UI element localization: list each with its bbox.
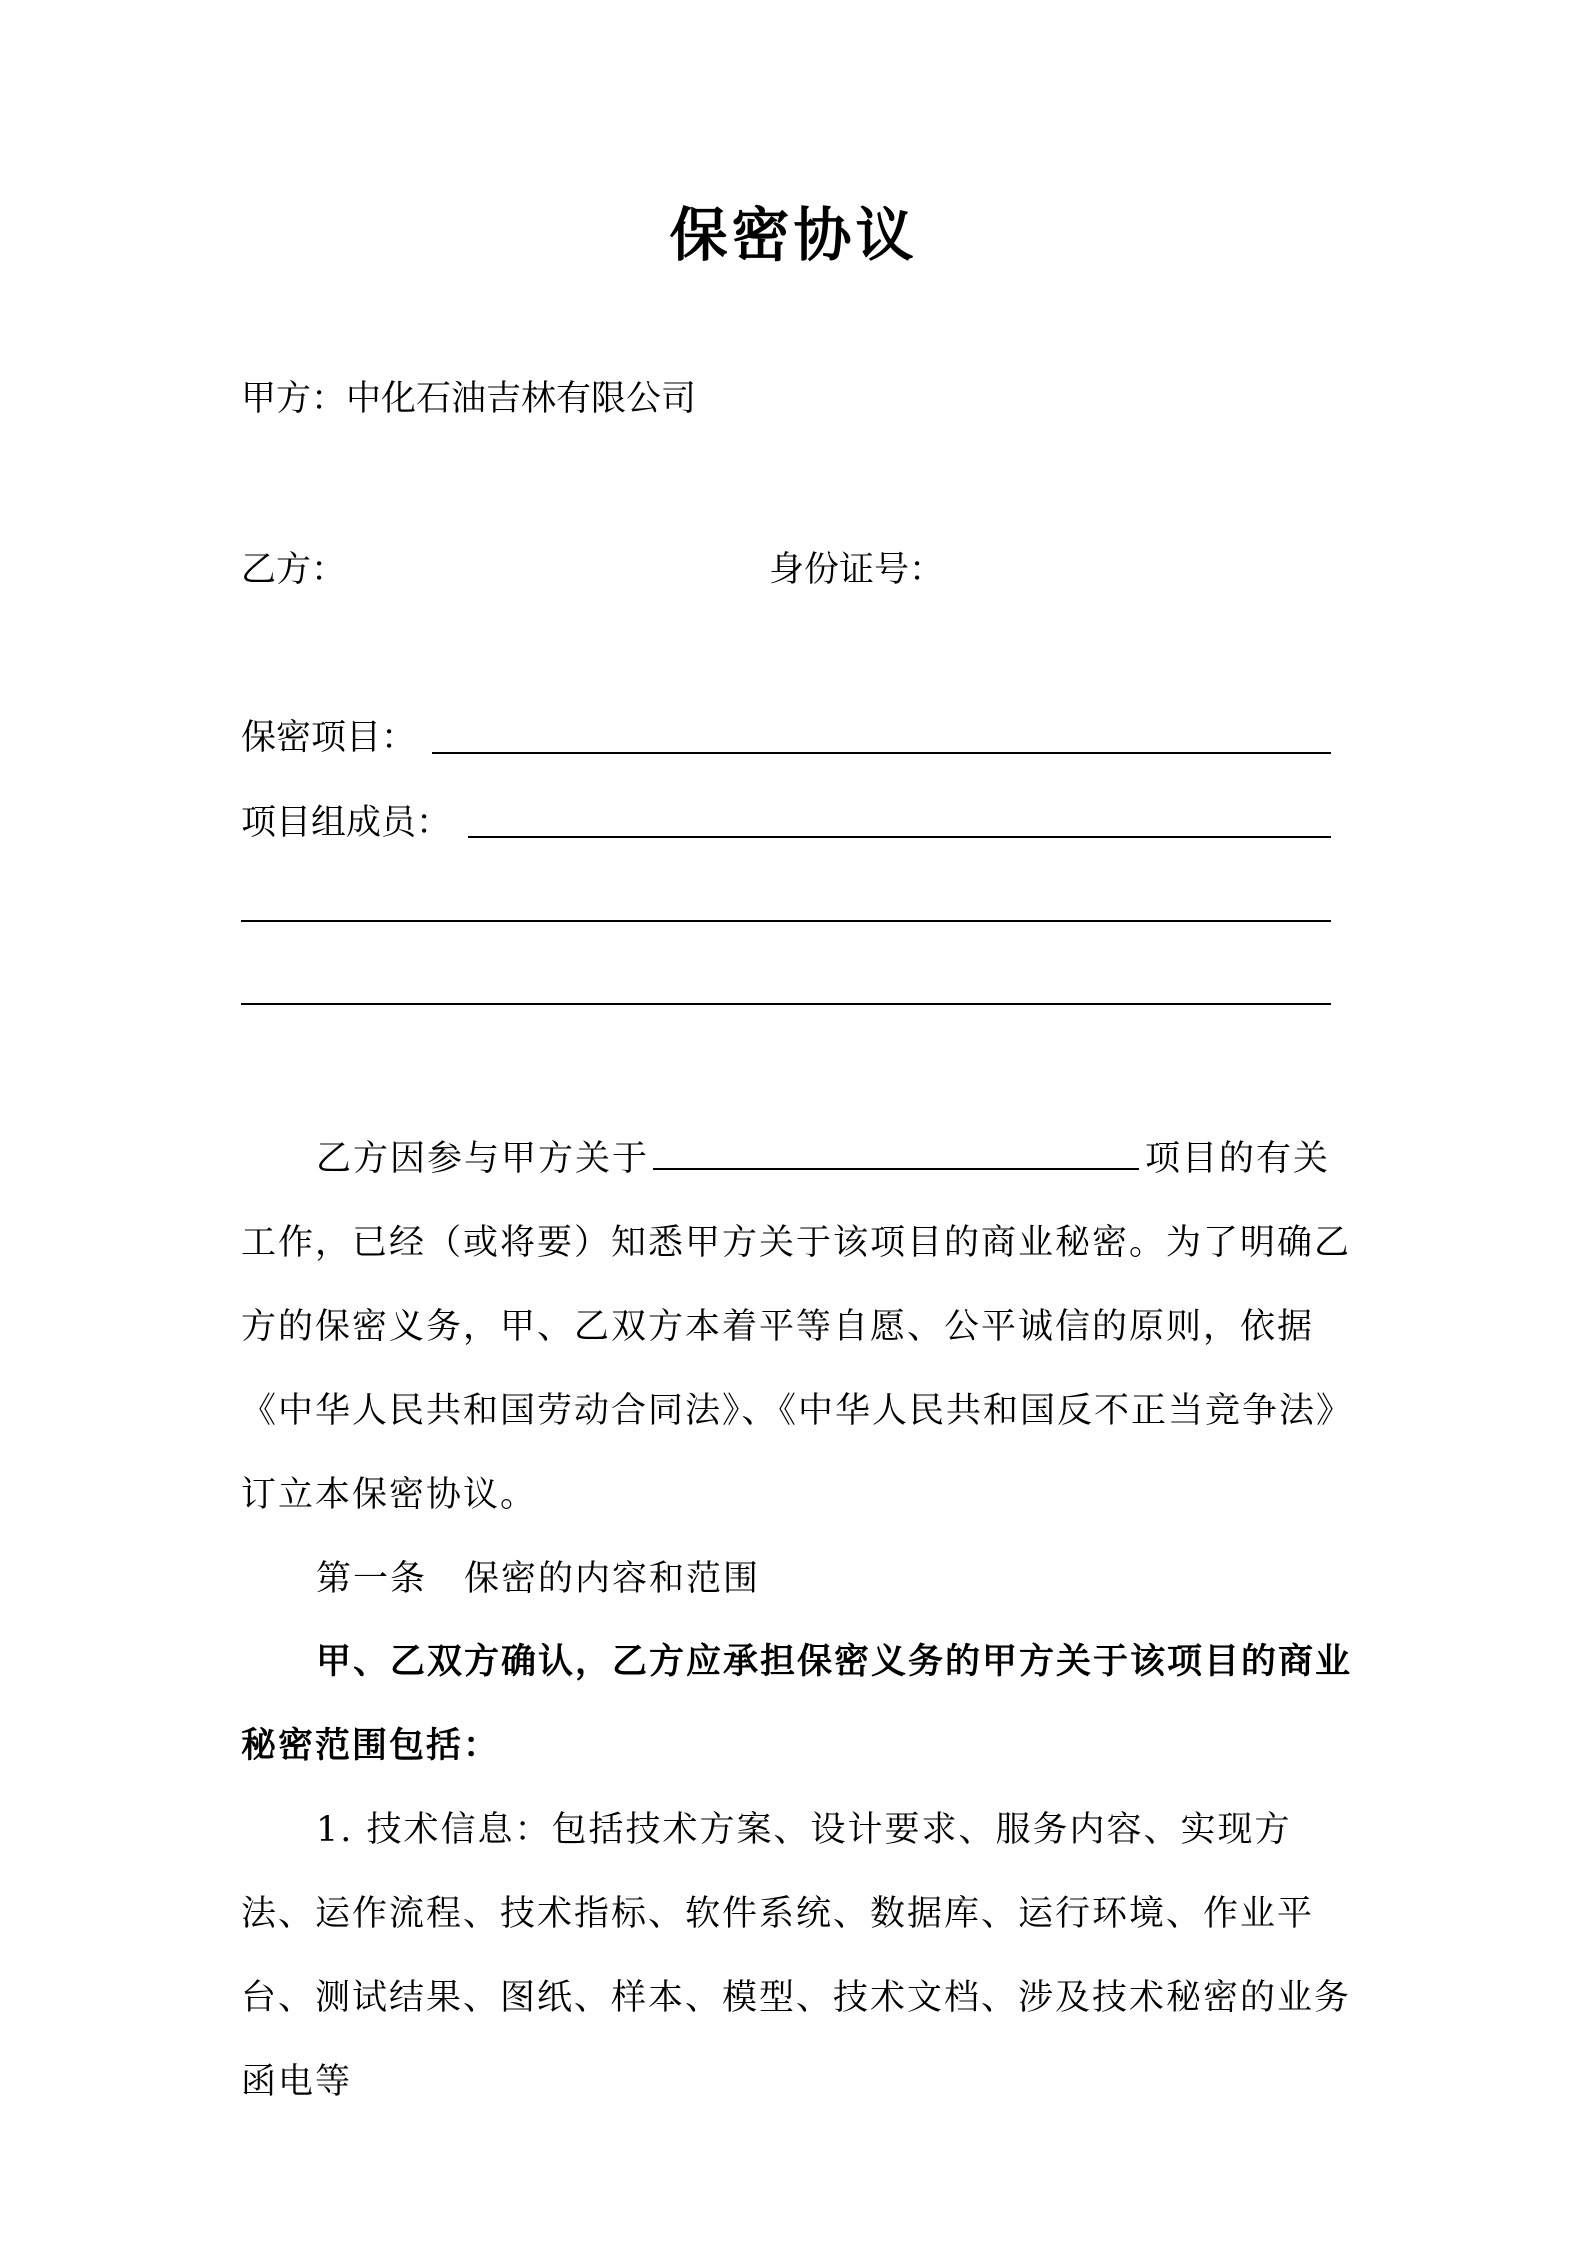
article-1-scope-paragraph (241, 1620, 1356, 1788)
intro-text-start: 乙方因参与甲方关于 (316, 1139, 650, 1179)
project-name-blank (653, 1132, 1139, 1170)
technical-info-text: 1. 技术信息：包括技术方案、设计要求、服务内容、实现方法、运作流程、技术指标、软件系统、数据库、运行环境、作业平台、测试结果、图纸、样本、模型、技术文档、涉及技术秘密的业务函电等 (241, 1810, 1352, 2102)
article-1-scope-text: 甲、乙双方确认，乙方应承担保密义务的甲方关于该项目的商业秘密范围包括： (241, 1641, 1353, 1766)
document-title: 保密协议 (669, 201, 918, 269)
article-1-heading-text: 第一条 保密的内容和范围 (316, 1559, 761, 1599)
intro-paragraph (241, 1117, 1356, 1537)
id-number-label: 身份证号： (769, 550, 945, 590)
intro-text-rest: 项目的有关工作，已经（或将要）知悉甲方关于该项目的商业秘密。为了明确乙方的保密义务，甲、乙双方本着平等自愿、公平诚信的原则，依据《中华人民共和国劳动合同法》、《中华人民共和国反不正当竞争法》订立本保密协议。 (241, 1139, 1354, 1515)
technical-info-paragraph (241, 1788, 1356, 2124)
article-1-heading (241, 1537, 1356, 1621)
project-blank-line (432, 752, 1331, 754)
members-blank-line-3 (241, 1003, 1331, 1005)
members-blank-line-2 (241, 920, 1331, 922)
party-b-label: 乙方： (241, 550, 347, 590)
members-blank-line-1 (468, 836, 1331, 838)
project-label: 保密项目： (241, 718, 417, 758)
party-a-line: 甲方：中化石油吉林有限公司 (241, 379, 697, 419)
members-label: 项目组成员： (241, 803, 452, 843)
